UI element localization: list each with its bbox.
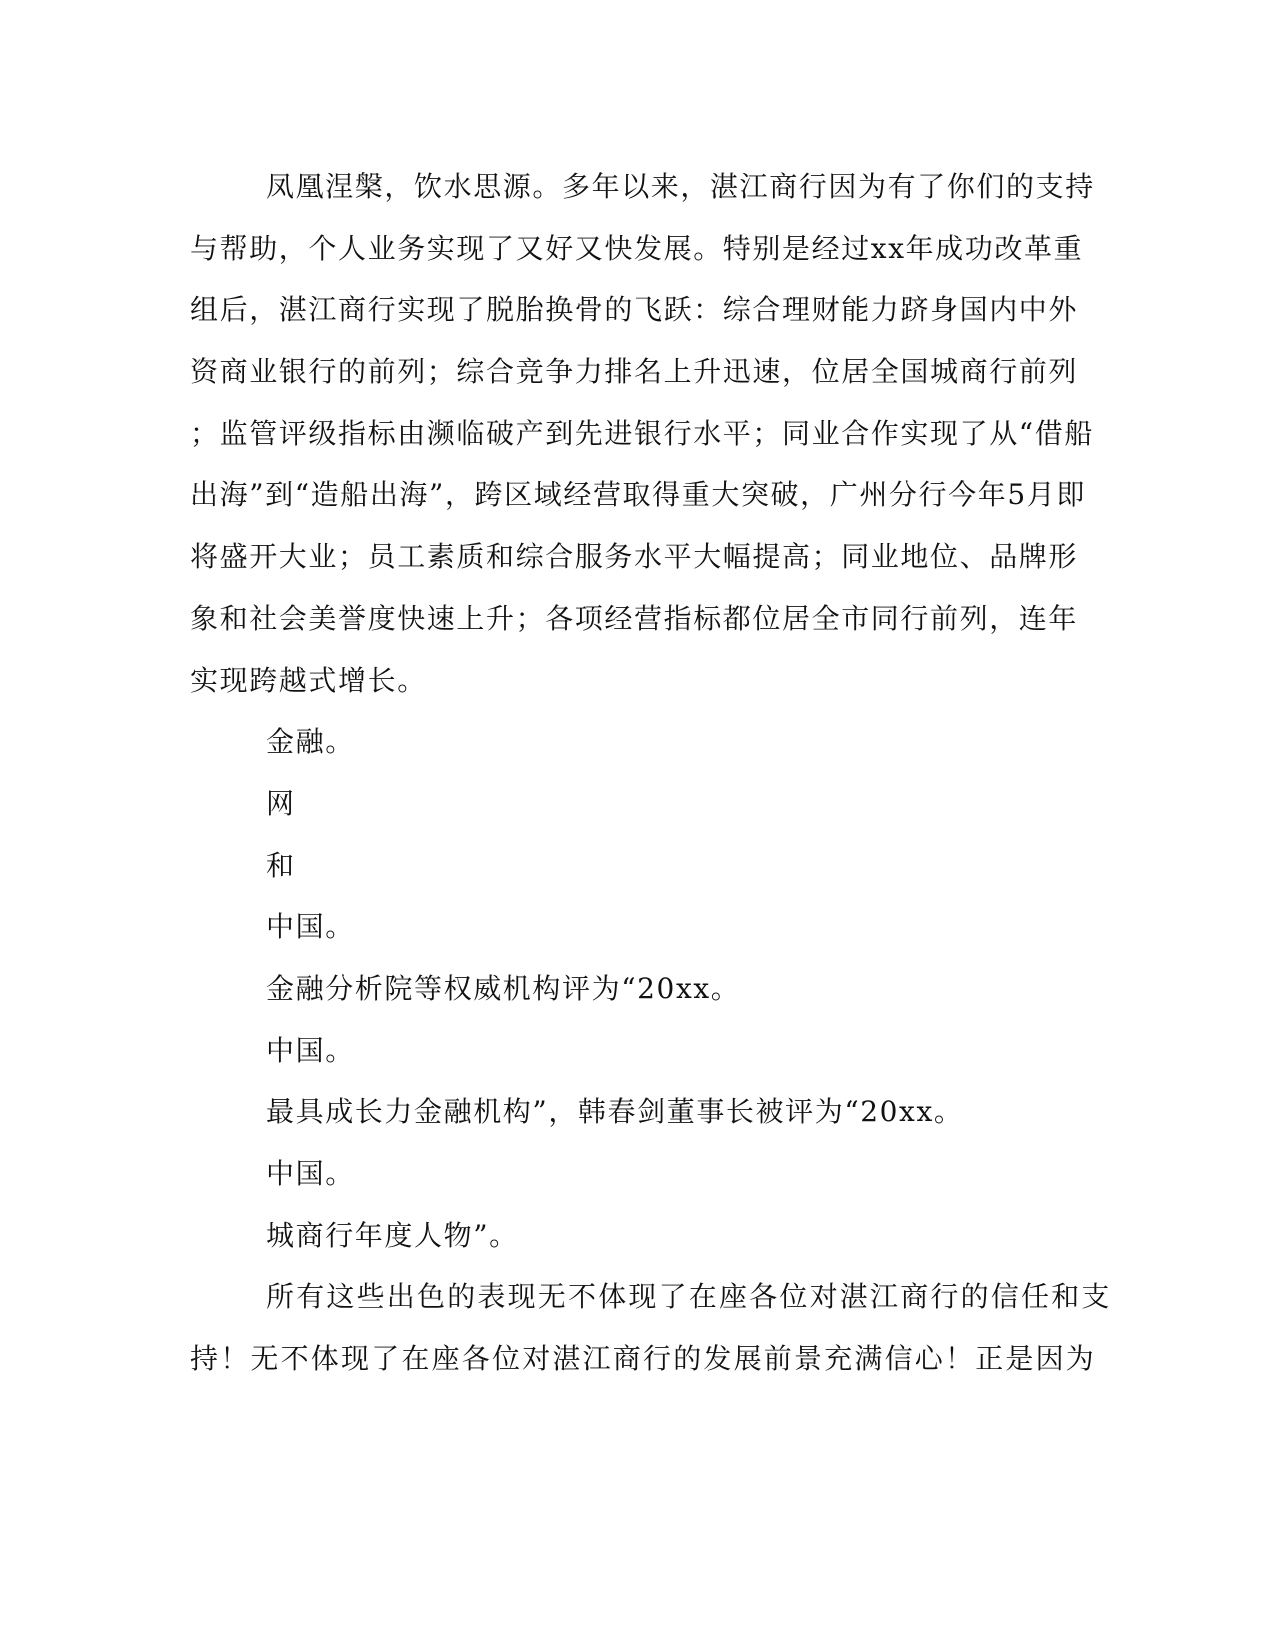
paragraph-1-line-7: 将盛开大业；员工素质和综合服务水平大幅提高；同业地位、品牌形 (190, 540, 1079, 574)
text-line-china-2: 中国。 (266, 1033, 355, 1067)
paragraph-1-line-6: 出海”到“造船出海”，跨区域经营取得重大突破，广州分行今年5月即 (190, 478, 1086, 512)
text-line-china-3: 中国。 (266, 1157, 355, 1190)
paragraph-1-line-2: 与帮助，个人业务实现了又好又快发展。特别是经过xx年成功改革重 (190, 231, 1084, 265)
text-line-china-1: 中国。 (266, 910, 355, 944)
text-line-institute: 金融分析院等权威机构评为“20xx。 (266, 971, 741, 1005)
text-line-award: 最具成长力金融机构”，韩春剑董事长被评为“20xx。 (266, 1095, 964, 1129)
body-text (190, 156, 1112, 1390)
text-line-finance: 金融。 (266, 725, 355, 759)
paragraph-1-line-9: 实现跨越式增长。 (190, 663, 427, 697)
paragraph-1-line-1: 凤凰涅槃，饮水思源。多年以来，湛江商行因为有了你们的支持 (266, 170, 1095, 203)
text-line-person-of-year: 城商行年度人物”。 (266, 1218, 519, 1252)
paragraph-1-line-5: ；监管评级指标由濒临破产到先进银行水平；同业合作实现了从“借船 (190, 416, 1094, 450)
paragraph-2-line-1: 所有这些出色的表现无不体现了在座各位对湛江商行的信任和支 (266, 1280, 1112, 1314)
paragraph-1-line-4: 资商业银行的前列；综合竞争力排名上升迅速，位居全国城商行前列 (190, 355, 1079, 389)
text-line-and: 和 (266, 848, 296, 882)
text-line-net: 网 (266, 786, 296, 820)
paragraph-1-line-3: 组后，湛江商行实现了脱胎换骨的飞跃：综合理财能力跻身国内中外 (190, 293, 1079, 327)
paragraph-1-line-8: 象和社会美誉度快速上升；各项经营指标都位居全市同行前列，连年 (190, 601, 1079, 635)
paragraph-2-line-2: 持！无不体现了在座各位对湛江商行的发展前景充满信心！正是因为 (190, 1342, 1097, 1376)
